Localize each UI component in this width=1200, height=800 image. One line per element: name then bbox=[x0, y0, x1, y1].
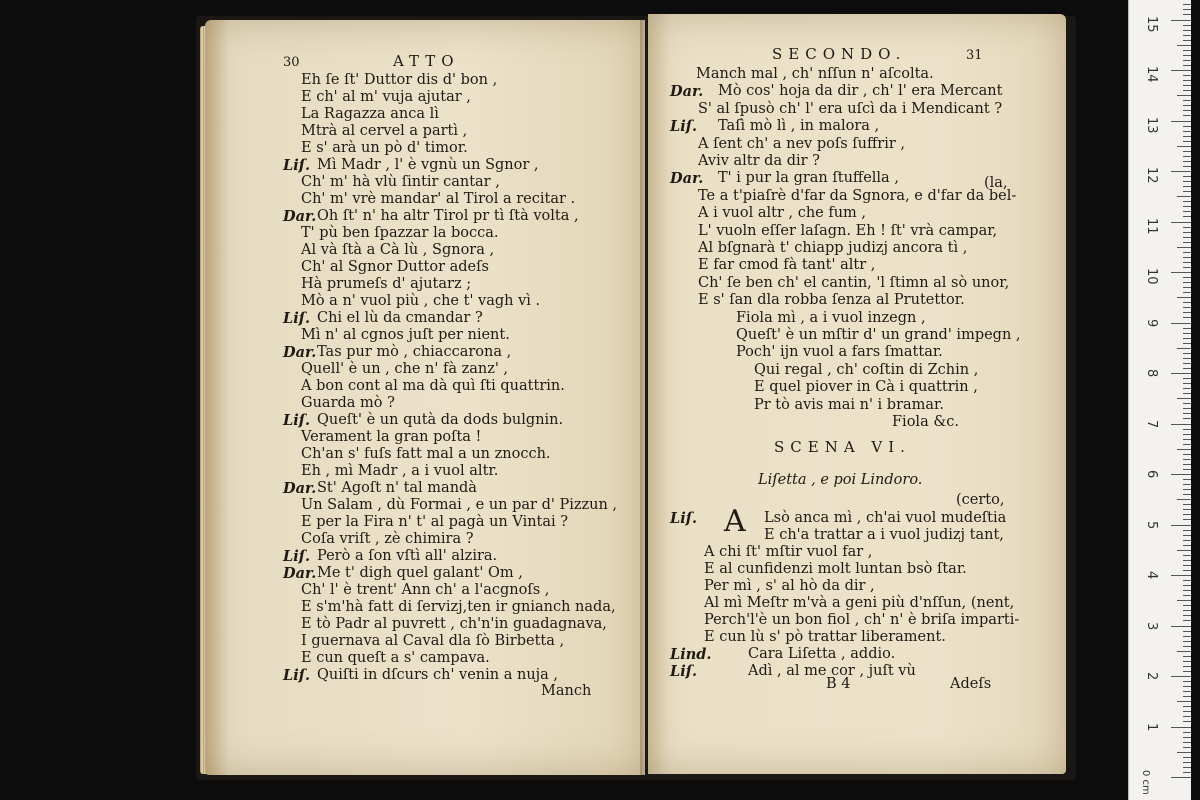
ruler-number: 11 bbox=[1144, 217, 1159, 235]
ruler-tick bbox=[1183, 277, 1191, 278]
ruler-tick bbox=[1183, 206, 1191, 207]
ruler-tick bbox=[1183, 131, 1191, 132]
ruler-tick bbox=[1177, 196, 1191, 197]
ruler-number: 4 bbox=[1144, 571, 1159, 580]
ruler-tick bbox=[1183, 242, 1191, 243]
running-head-left: ATTO bbox=[393, 52, 460, 70]
verse-line: E s' ſan dla robba ſenza al Prutettor. bbox=[698, 292, 965, 309]
verse-line: Verament la gran poſta ! bbox=[301, 429, 482, 445]
ruler-tick bbox=[1177, 550, 1191, 551]
verse-line: Coſa vriſt , zè chimira ? bbox=[301, 531, 474, 547]
ruler-number: 12 bbox=[1144, 167, 1159, 184]
ruler-tick bbox=[1183, 232, 1191, 233]
ruler-tick bbox=[1183, 494, 1191, 495]
ruler-tick bbox=[1183, 721, 1191, 722]
speaker-label: Liſ. bbox=[283, 157, 310, 174]
ruler-tick bbox=[1183, 201, 1191, 202]
ruler-tick bbox=[1183, 287, 1191, 288]
ruler-tick bbox=[1183, 661, 1191, 662]
ruler-tick bbox=[1183, 151, 1191, 152]
ruler-tick bbox=[1183, 353, 1191, 354]
speaker-label: Liſ. bbox=[283, 412, 310, 429]
verse-line: E per la Fira n' t' al pagà un Vintai ? bbox=[301, 514, 569, 530]
speaker-label: Liſ. bbox=[283, 667, 310, 684]
ruler-tick bbox=[1183, 136, 1191, 137]
ruler-tick bbox=[1183, 631, 1191, 632]
ruler-tick bbox=[1183, 413, 1191, 414]
verse-line: T' pù ben ſpazzar la bocca. bbox=[301, 225, 499, 241]
ruler-tick bbox=[1171, 70, 1191, 71]
ruler-tick bbox=[1177, 449, 1191, 450]
speaker-label: Liſ. bbox=[670, 118, 697, 136]
ruler-tick bbox=[1183, 110, 1191, 111]
speaker-label: Dar. bbox=[283, 344, 317, 361]
ruler-tick bbox=[1183, 14, 1191, 15]
ruler-tick bbox=[1183, 40, 1191, 41]
verse-line: Queſt' è un mſtir d' un grand' impegn , bbox=[736, 327, 1021, 343]
ruler-tick bbox=[1183, 378, 1191, 379]
ruler-tick bbox=[1183, 691, 1191, 692]
ruler-tick bbox=[1183, 459, 1191, 460]
ruler-tick bbox=[1183, 50, 1191, 51]
ruler-tick bbox=[1183, 535, 1191, 536]
ruler-tick bbox=[1183, 706, 1191, 707]
ruler-tick bbox=[1183, 610, 1191, 611]
verse-line: Tas pur mò , chiaccarona , bbox=[317, 344, 512, 360]
ruler-number: 5 bbox=[1144, 520, 1159, 529]
ruler-tick bbox=[1183, 737, 1191, 738]
ruler-tick bbox=[1183, 388, 1191, 389]
verse-line: Adì , al me cor , juſt vù bbox=[748, 663, 916, 679]
verse-line: Hà prumeſs d' ajutarz ; bbox=[301, 276, 472, 292]
ruler-tick bbox=[1183, 772, 1191, 773]
ruler-tick bbox=[1183, 429, 1191, 430]
signature-mark: B 4 bbox=[826, 676, 851, 692]
ruler-tick bbox=[1183, 302, 1191, 303]
ruler-tick bbox=[1183, 545, 1191, 546]
verse-line: La Ragazza anca lì bbox=[301, 106, 439, 122]
verse-line: Perch'l'è un bon fiol , ch' n' è briſa imparti- bbox=[704, 612, 1020, 628]
ruler-tick bbox=[1183, 9, 1191, 10]
verse-line: E ch'a trattar a i vuol judizj tant, bbox=[764, 527, 1004, 543]
ruler-tick bbox=[1183, 65, 1191, 66]
speaker-label: Lind. bbox=[670, 646, 712, 663]
ruler-tick bbox=[1183, 641, 1191, 642]
ruler-tick bbox=[1171, 272, 1191, 273]
ruler-tick bbox=[1183, 716, 1191, 717]
ruler-tick bbox=[1183, 403, 1191, 404]
ruler-tick bbox=[1183, 252, 1191, 253]
ruler-tick bbox=[1183, 307, 1191, 308]
verse-line: A bon cont al ma dà quì ſti quattrin. bbox=[301, 378, 565, 394]
ruler-tick bbox=[1183, 30, 1191, 31]
verse-line: Al mì Meſtr m'và a geni più d'nſſun, (nent, bbox=[704, 595, 1015, 611]
verse-line: E cun queſt a s' campava. bbox=[301, 650, 490, 666]
ruler-tick bbox=[1183, 60, 1191, 61]
catchword-right: Adeſs bbox=[950, 676, 992, 692]
turnover-certo: (certo, bbox=[956, 492, 1005, 508]
ruler-tick bbox=[1183, 464, 1191, 465]
ruler-tick bbox=[1183, 479, 1191, 480]
ruler-tick bbox=[1171, 323, 1191, 324]
ruler-tick bbox=[1183, 105, 1191, 106]
verse-line: Mò cos' hoja da dir , ch' l' era Mercant bbox=[718, 83, 1003, 100]
ruler-tick bbox=[1183, 166, 1191, 167]
ruler-tick bbox=[1183, 565, 1191, 566]
ruler-tick bbox=[1183, 338, 1191, 339]
verse-line: Ch'an s' fuſs fatt mal a un znocch. bbox=[301, 446, 551, 462]
ruler-tick bbox=[1177, 701, 1191, 702]
verse-line: Al bſgnarà t' chiapp judizj ancora tì , bbox=[698, 240, 968, 256]
verse-line: Quell' è un , che n' fà zanz' , bbox=[301, 361, 509, 377]
verse-line: Chi el lù da cmandar ? bbox=[317, 310, 483, 326]
verse-line: Te a t'piaſrè d'far da Sgnora, e d'far da bel- bbox=[698, 187, 1017, 204]
ruler-tick bbox=[1171, 373, 1191, 374]
page-number-right: 31 bbox=[966, 48, 983, 63]
verse-line: Ch' ſe ben ch' el cantin, 'l ſtimn al sò unor, bbox=[698, 274, 1010, 291]
ruler-tick bbox=[1177, 95, 1191, 96]
ruler-tick bbox=[1183, 757, 1191, 758]
ruler-tick bbox=[1183, 732, 1191, 733]
ruler-tick bbox=[1183, 418, 1191, 419]
ruler-tick bbox=[1183, 262, 1191, 263]
ruler-tick bbox=[1183, 393, 1191, 394]
ruler-number: 8 bbox=[1144, 369, 1159, 378]
ruler-tick bbox=[1171, 676, 1191, 677]
ruler-tick bbox=[1183, 560, 1191, 561]
ruler-number: 10 bbox=[1144, 268, 1159, 285]
ruler-tick bbox=[1177, 297, 1191, 298]
ruler-tick bbox=[1183, 181, 1191, 182]
running-head-right: SECONDO. bbox=[772, 45, 907, 63]
ruler-tick bbox=[1171, 20, 1191, 21]
ruler-tick bbox=[1183, 711, 1191, 712]
verse-line: Ch' m' vrè mandar' al Tirol a recitar . bbox=[301, 191, 576, 207]
ruler-tick bbox=[1183, 282, 1191, 283]
ruler-tick bbox=[1183, 55, 1191, 56]
verse-line: Ch' l' è trent' Ann ch' a l'acgnoſs , bbox=[301, 582, 550, 598]
ruler-tick bbox=[1183, 489, 1191, 490]
verse-line: Poch' ijn vuol a fars ſmattar. bbox=[736, 344, 943, 361]
ruler-tick bbox=[1183, 191, 1191, 192]
ruler-number: 15 bbox=[1144, 15, 1159, 33]
ruler-tick bbox=[1183, 328, 1191, 329]
ruler-tick bbox=[1183, 636, 1191, 637]
scene-persons: Liſetta , e poi Lindoro. bbox=[758, 472, 923, 488]
ruler-tick bbox=[1171, 424, 1191, 425]
ruler-tick bbox=[1183, 126, 1191, 127]
turnover-la: (la, bbox=[984, 175, 1008, 191]
ruler-tick bbox=[1177, 752, 1191, 753]
ruler-tick bbox=[1183, 186, 1191, 187]
ruler-tick bbox=[1183, 363, 1191, 364]
verse-line: E s'm'hà fatt di ſervizj,ten ir gnianch nada, bbox=[301, 599, 616, 615]
ruler-tick bbox=[1183, 509, 1191, 510]
verse-line: E ch' al m' vuja ajutar , bbox=[301, 89, 471, 105]
ruler-tick bbox=[1183, 767, 1191, 768]
speaker-label: Dar. bbox=[283, 565, 317, 582]
verse-line: Queſt' è un qutà da dods bulgnin. bbox=[317, 412, 564, 428]
ruler-tick bbox=[1183, 666, 1191, 667]
ruler-tick bbox=[1183, 504, 1191, 505]
ruler-tick bbox=[1183, 141, 1191, 142]
ruler-number: 9 bbox=[1144, 318, 1159, 327]
ruler-tick bbox=[1183, 595, 1191, 596]
verse-line: A i vuol altr , che fum , bbox=[698, 205, 867, 222]
ruler-tick bbox=[1183, 514, 1191, 515]
ruler-tick bbox=[1177, 651, 1191, 652]
verse-line: Manch mal , ch' nſſun n' aſcolta. bbox=[696, 66, 934, 82]
verse-line: E s' arà un pò d' timor. bbox=[301, 140, 468, 156]
ruler-number: 7 bbox=[1144, 419, 1159, 428]
verse-line: L' vuoln eſſer laſagn. Eh ! ſt' vrà campar, bbox=[698, 222, 998, 239]
ruler-tick bbox=[1183, 216, 1191, 217]
ruler-tick bbox=[1183, 671, 1191, 672]
drop-initial: A bbox=[724, 504, 746, 539]
ruler-tick bbox=[1183, 161, 1191, 162]
ruler-tick bbox=[1183, 211, 1191, 212]
ruler-tick bbox=[1183, 469, 1191, 470]
ruler-tick bbox=[1177, 247, 1191, 248]
verse-line: Fiola &c. bbox=[892, 414, 959, 430]
verse-line: Quiſti in dſcurs ch' venin a nuja , bbox=[317, 667, 559, 683]
ruler-tick bbox=[1183, 555, 1191, 556]
ruler-tick bbox=[1183, 742, 1191, 743]
verse-line: E tò Padr al puvrett , ch'n'in guadagnava, bbox=[301, 616, 607, 632]
ruler-tick bbox=[1183, 646, 1191, 647]
verse-line: Mì n' al cgnos juſt per nient. bbox=[301, 327, 510, 343]
ruler-number: 14 bbox=[1144, 66, 1159, 83]
ruler-tick bbox=[1183, 176, 1191, 177]
ruler-tick bbox=[1171, 525, 1191, 526]
verse-line: Qui regal , ch' coſtin di Zchin , bbox=[754, 361, 979, 378]
ruler-tick bbox=[1183, 444, 1191, 445]
ruler-tick bbox=[1183, 590, 1191, 591]
verse-line: Mì Madr , l' è vgnù un Sgnor , bbox=[317, 157, 539, 173]
right-page bbox=[648, 14, 1066, 774]
ruler-tick bbox=[1183, 257, 1191, 258]
ruler-tick bbox=[1177, 499, 1191, 500]
ruler-tick bbox=[1183, 368, 1191, 369]
ruler-number: 3 bbox=[1144, 621, 1159, 630]
ruler-tick bbox=[1183, 85, 1191, 86]
verse-line: E cun lù s' pò trattar liberament. bbox=[704, 629, 946, 645]
verse-line: Taſì mò lì , in malora , bbox=[718, 118, 880, 135]
ruler-tick bbox=[1183, 434, 1191, 435]
ruler-tick bbox=[1183, 439, 1191, 440]
verse-line: A chi ſt' mſtir vuol far , bbox=[704, 544, 873, 560]
verse-line: Cara Liſetta , addio. bbox=[748, 646, 896, 662]
ruler-tick bbox=[1171, 171, 1191, 172]
ruler-tick bbox=[1183, 580, 1191, 581]
ruler-tick bbox=[1183, 90, 1191, 91]
ruler-tick bbox=[1171, 121, 1191, 122]
ruler-tick bbox=[1183, 35, 1191, 36]
verse-line: T' i pur la gran ſtuffella , bbox=[718, 170, 899, 187]
ruler-tick bbox=[1183, 383, 1191, 384]
ruler-number: 6 bbox=[1144, 470, 1159, 479]
verse-line: Oh ſt' n' ha altr Tirol pr tì ſtà volta , bbox=[317, 208, 579, 224]
ruler-tick bbox=[1183, 656, 1191, 657]
ruler-tick bbox=[1183, 585, 1191, 586]
verse-line: A ſent ch' a nev poſs ſuffrir , bbox=[698, 135, 905, 152]
ruler-tick bbox=[1183, 696, 1191, 697]
verse-line: Per mì , s' al hò da dir , bbox=[704, 578, 875, 594]
ruler-tick bbox=[1171, 727, 1191, 728]
ruler-tick bbox=[1183, 681, 1191, 682]
verse-line: Fiola mì , a i vuol inzegn , bbox=[736, 309, 926, 326]
verse-line: Aviv altr da dir ? bbox=[698, 153, 820, 169]
ruler-tick bbox=[1183, 605, 1191, 606]
verse-line: Eh ſe ſt' Duttor dis d' bon , bbox=[301, 72, 498, 88]
ruler-tick bbox=[1183, 312, 1191, 313]
ruler-tick bbox=[1183, 358, 1191, 359]
ruler-tick bbox=[1183, 570, 1191, 571]
verse-line: E quel piover in Cà i quattrin , bbox=[754, 379, 978, 396]
ruler-tick bbox=[1183, 686, 1191, 687]
measuring-ruler bbox=[1128, 0, 1191, 800]
ruler-tick bbox=[1183, 4, 1191, 5]
speaker-label: Liſ. bbox=[283, 548, 310, 565]
verse-line: E al cunfidenzi molt luntan bsò ſtar. bbox=[704, 561, 967, 577]
ruler-tick bbox=[1183, 80, 1191, 81]
page-number-left: 30 bbox=[283, 55, 300, 70]
ruler-tick bbox=[1183, 747, 1191, 748]
verse-line: Eh , mì Madr , a i vuol altr. bbox=[301, 463, 499, 479]
ruler-tick bbox=[1183, 530, 1191, 531]
ruler-tick bbox=[1171, 626, 1191, 627]
ruler-tick bbox=[1183, 343, 1191, 344]
ruler-tick bbox=[1171, 222, 1191, 223]
ruler-tick bbox=[1171, 575, 1191, 576]
speaker-label: Liſ. bbox=[670, 510, 697, 527]
ruler-number: 1 bbox=[1144, 722, 1159, 731]
ruler-tick bbox=[1183, 25, 1191, 26]
speaker-label: Dar. bbox=[670, 83, 704, 101]
ruler-tick bbox=[1171, 474, 1191, 475]
verse-line: I guernava al Caval dla ſò Birbetta , bbox=[301, 633, 565, 649]
verse-line: Mò a n' vuol più , che t' vagh vì . bbox=[301, 293, 541, 309]
ruler-tick bbox=[1177, 45, 1191, 46]
ruler-tick bbox=[1183, 267, 1191, 268]
ruler-tick bbox=[1183, 115, 1191, 116]
ruler-tick bbox=[1183, 620, 1191, 621]
ruler-tick bbox=[1177, 146, 1191, 147]
ruler-tick bbox=[1183, 484, 1191, 485]
verse-line: S' al ſpusò ch' l' era uſcì da i Mendicant ? bbox=[698, 100, 1003, 117]
left-page bbox=[205, 20, 645, 775]
verse-line: St' Agoſt n' tal mandà bbox=[317, 480, 477, 496]
ruler-number: 2 bbox=[1144, 672, 1159, 681]
verse-line: Me t' digh quel galant' Om , bbox=[317, 565, 523, 581]
verse-line: Al và ſtà a Cà lù , Sgnora , bbox=[301, 242, 495, 258]
ruler-tick bbox=[1177, 398, 1191, 399]
verse-line: E far cmod fà tant' altr , bbox=[698, 257, 876, 274]
ruler-tick bbox=[1183, 292, 1191, 293]
ruler-tick bbox=[1183, 333, 1191, 334]
verse-line: Ch' m' hà vlù ſintir cantar , bbox=[301, 174, 500, 190]
verse-line: Ch' al Sgnor Duttor adeſs bbox=[301, 259, 489, 275]
ruler-tick bbox=[1183, 540, 1191, 541]
ruler-tick bbox=[1171, 777, 1191, 778]
ruler-tick bbox=[1177, 600, 1191, 601]
scene-title: SCENA VI. bbox=[774, 438, 911, 456]
ruler-unit-label: 0 cm bbox=[1140, 770, 1151, 795]
ruler-tick bbox=[1183, 519, 1191, 520]
verse-line: Lsò anca mì , ch'ai vuol mudeſtia bbox=[764, 510, 1007, 526]
ruler-number: 13 bbox=[1144, 116, 1159, 134]
ruler-tick bbox=[1183, 75, 1191, 76]
ruler-tick bbox=[1183, 408, 1191, 409]
verse-line: Pr tò avis mai n' i bramar. bbox=[754, 396, 945, 413]
ruler-tick bbox=[1183, 237, 1191, 238]
ruler-tick bbox=[1183, 615, 1191, 616]
speaker-label: Liſ. bbox=[283, 310, 310, 327]
speaker-label: Liſ. bbox=[670, 663, 697, 680]
ruler-tick bbox=[1183, 454, 1191, 455]
catchword-left: Manch bbox=[541, 683, 592, 699]
ruler-tick bbox=[1183, 317, 1191, 318]
ruler-tick bbox=[1183, 762, 1191, 763]
ruler-tick bbox=[1183, 100, 1191, 101]
verse-line: Però a ſon vſtì all' alzira. bbox=[317, 548, 498, 564]
ruler-tick bbox=[1177, 348, 1191, 349]
verse-line: Guarda mò ? bbox=[301, 395, 395, 411]
speaker-label: Dar. bbox=[283, 208, 317, 225]
verse-line: Un Salam , dù Formai , e un par d' Pizzun , bbox=[301, 497, 618, 513]
ruler-tick bbox=[1183, 156, 1191, 157]
verse-line: Mtrà al cervel a partì , bbox=[301, 123, 468, 139]
ruler-tick bbox=[1183, 227, 1191, 228]
speaker-label: Dar. bbox=[670, 170, 704, 188]
speaker-label: Dar. bbox=[283, 480, 317, 497]
